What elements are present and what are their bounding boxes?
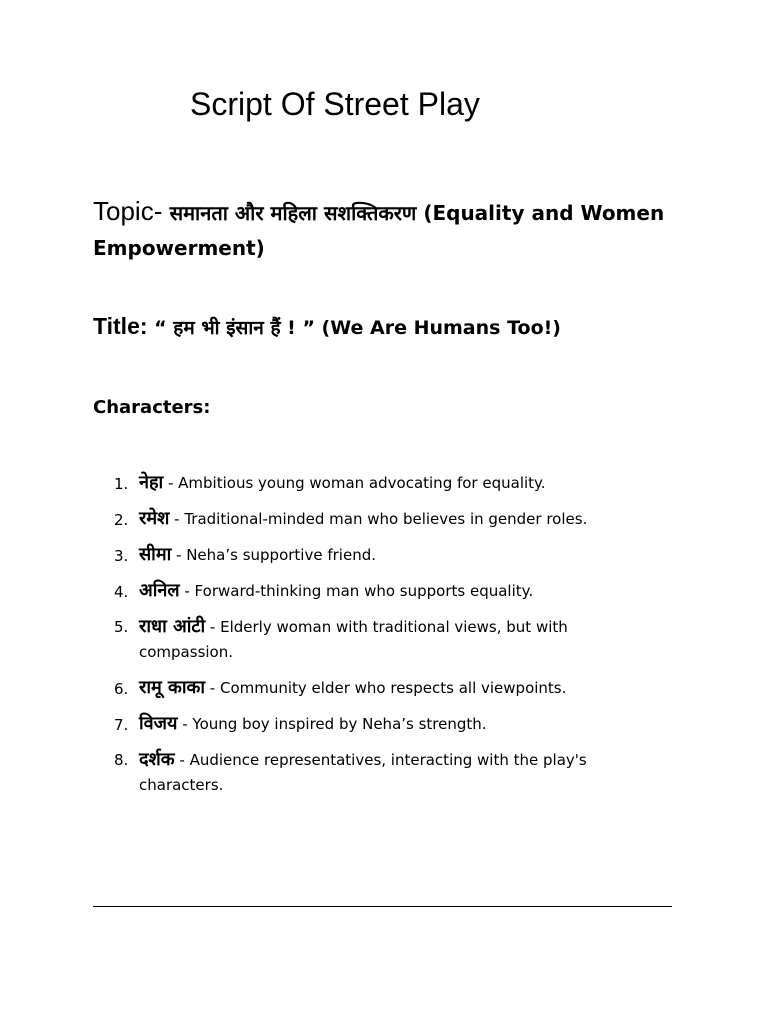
list-number: 7. [114, 716, 129, 734]
character-description: - Young boy inspired by Neha’s strength. [177, 715, 487, 733]
play-title-line [93, 313, 561, 340]
character-name: अनिल [139, 580, 180, 601]
character-name: सीमा [139, 544, 172, 565]
play-title-value: “ हम भी इंसान हैं ! ” (We Are Humans Too!) [147, 317, 561, 339]
character-item [93, 747, 653, 798]
list-number: 2. [114, 511, 129, 529]
character-description: - Forward-thinking man who supports equality. [179, 582, 534, 600]
character-item [93, 506, 653, 532]
list-number: 5. [114, 618, 129, 636]
play-title-label: Title: [93, 313, 148, 339]
character-name: दर्शक [139, 749, 175, 770]
character-item [93, 675, 653, 701]
topic-line [93, 194, 693, 266]
character-description: - Ambitious young woman advocating for equality. [163, 474, 546, 492]
character-description: - Audience representatives, interacting with the play's characters. [139, 751, 587, 794]
list-number: 6. [114, 680, 129, 698]
character-item [93, 614, 653, 665]
character-item [93, 542, 653, 568]
character-name: रामू काका [139, 677, 206, 698]
character-description: - Elderly woman with traditional views, but with compassion. [139, 618, 568, 661]
topic-value: समानता और महिला सशक्तिकरण (Equality and Women Empowerment) [93, 201, 665, 260]
list-number: 8. [114, 751, 129, 769]
horizontal-divider [93, 906, 672, 907]
character-description: - Community elder who respects all viewpoints. [205, 679, 567, 697]
list-number: 1. [114, 475, 129, 493]
characters-list [93, 470, 653, 808]
document-title: Script Of Street Play [190, 86, 480, 122]
characters-heading: Characters: [93, 397, 211, 418]
topic-label: Topic- [93, 196, 170, 226]
character-item [93, 711, 653, 737]
character-name: विजय [139, 713, 178, 734]
character-name: नेहा [139, 472, 164, 493]
list-number: 3. [114, 547, 129, 565]
list-number: 4. [114, 583, 129, 601]
character-description: - Traditional-minded man who believes in gender roles. [169, 510, 588, 528]
character-item [93, 578, 653, 604]
character-description: - Neha’s supportive friend. [171, 546, 376, 564]
character-name: राधा आंटी [139, 616, 206, 637]
character-name: रमेश [139, 508, 170, 529]
character-item [93, 470, 653, 496]
